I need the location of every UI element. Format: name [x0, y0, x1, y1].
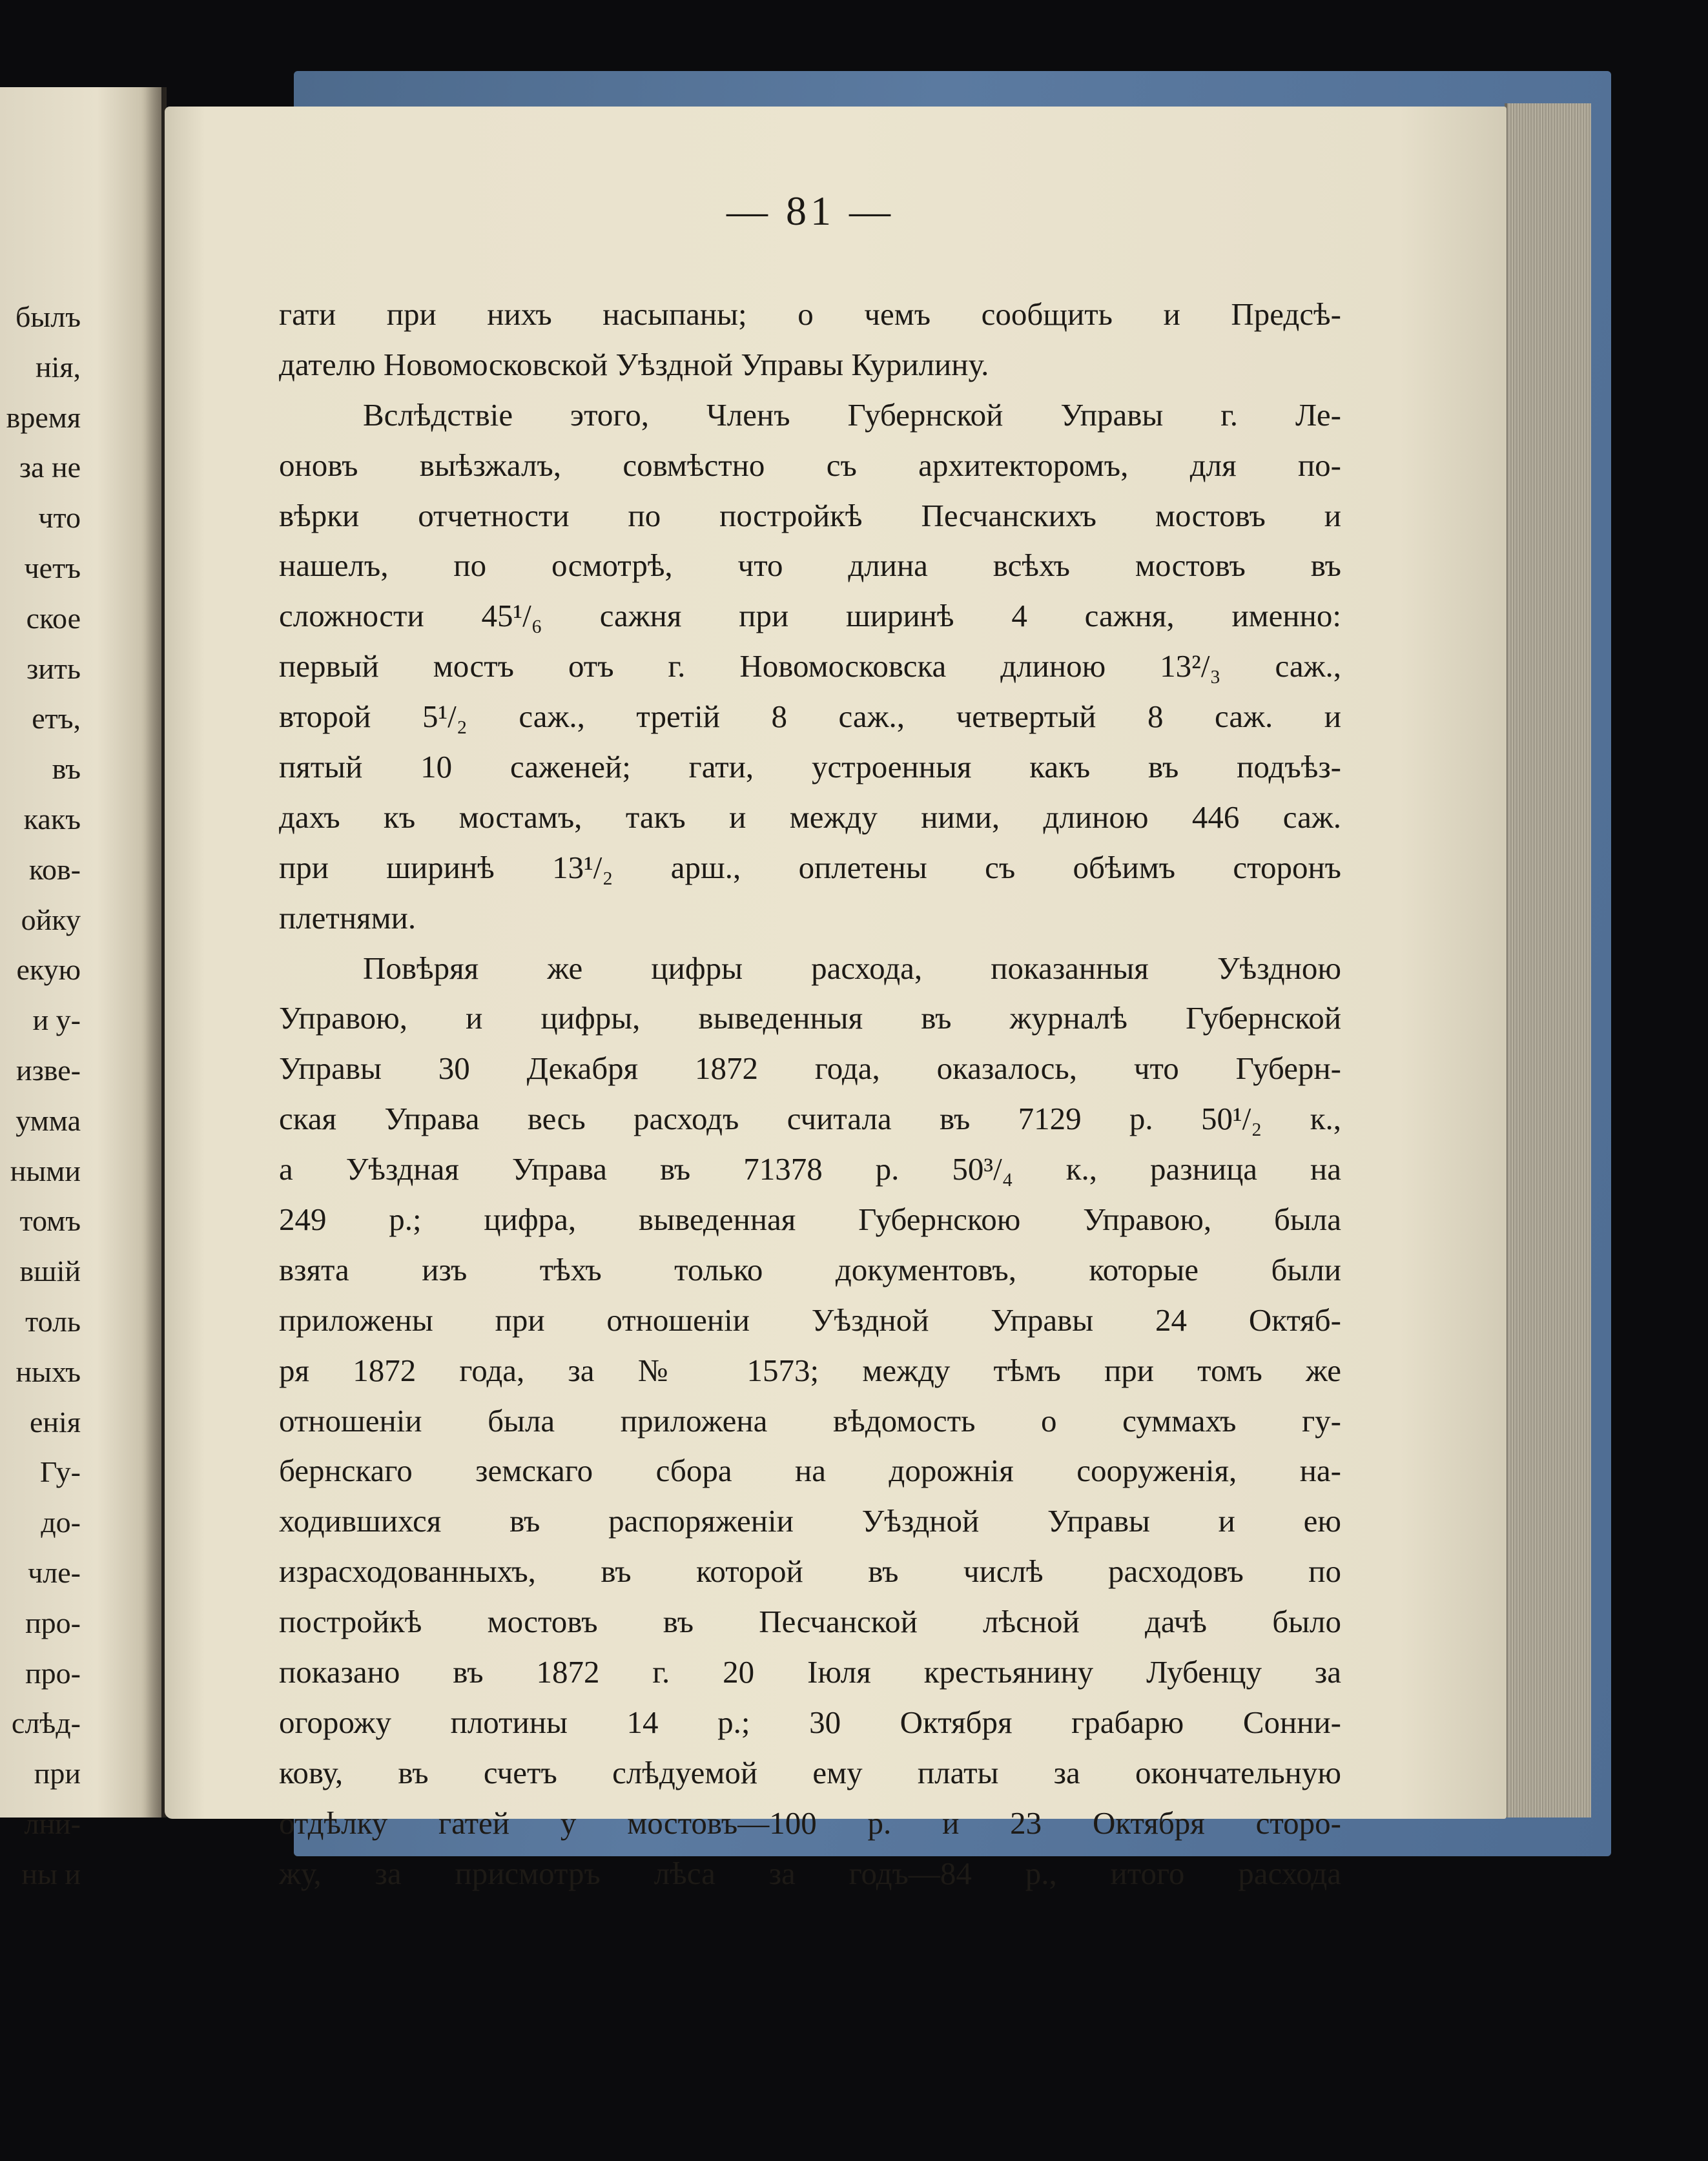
left-text-line: и у- — [32, 1003, 81, 1037]
left-text-line: ныхъ — [15, 1355, 81, 1388]
text-line: жу, за присмотръ лѣса за годъ—84 р., итого расхода — [279, 1855, 1341, 1891]
text-line: ходившихся въ распоряженіи Уѣздной Управы и ею — [279, 1503, 1341, 1539]
text-line: оновъ выѣзжалъ, совмѣстно съ архитекторомъ, для по- — [279, 447, 1341, 483]
text-line: бернскаго земскаго сбора на дорожнія сооруженія, на- — [279, 1453, 1341, 1489]
left-text-line: ков- — [28, 852, 81, 886]
text-line: отношеніи была приложена вѣдомость о суммахъ гу- — [279, 1402, 1341, 1439]
left-text-line: ойку — [21, 903, 81, 936]
text-line: приложены при отношеніи Уѣздной Управы 24 Октяб- — [279, 1302, 1341, 1338]
page-number: — 81 — — [726, 188, 894, 234]
text-line: огорожу плотины 14 р.; 30 Октября грабарю Сонни- — [279, 1704, 1341, 1740]
text-line: при ширинѣ 13¹/₂ арш., оплетены съ обѣимъ сторонъ — [279, 849, 1341, 885]
text-line: показано въ 1872 г. 20 Іюля крестьянину Лубенцу за — [279, 1654, 1341, 1690]
left-text-line: слѣд- — [11, 1706, 81, 1740]
left-text-line: етъ, — [32, 702, 81, 735]
body-text — [279, 289, 1341, 1899]
left-text-line: былъ — [15, 300, 81, 333]
left-text-line: зить — [26, 651, 81, 685]
left-text-line: вшій — [19, 1255, 81, 1288]
left-text-line: чле- — [28, 1555, 81, 1589]
text-line: вѣрки отчетности по постройкѣ Песчанскихъ мостовъ и — [279, 497, 1341, 533]
text-line: ская Управа весь расходъ считала въ 7129 р. 50¹/₂ к., — [279, 1101, 1341, 1137]
text-line: нашелъ, по осмотрѣ, что длина всѣхъ мостовъ въ — [279, 548, 1341, 584]
left-text-line: изве- — [16, 1053, 81, 1087]
left-text-line: до- — [41, 1506, 81, 1539]
left-text-line: енія — [30, 1405, 81, 1439]
text-line: постройкѣ мостовъ въ Песчанской лѣсной дачѣ было — [279, 1604, 1341, 1640]
left-text-line: томъ — [19, 1204, 81, 1238]
text-line: сложности 45¹/₆ сажня при ширинѣ 4 сажня, именно: — [279, 598, 1341, 634]
text-line: плетнями. — [279, 899, 417, 936]
text-line: пятый 10 саженей; гати, устроенныя какъ въ подъѣз- — [279, 749, 1341, 785]
left-text-line: ными — [10, 1154, 81, 1187]
text-line: кову, въ счетъ слѣдуемой ему платы за окончательную — [279, 1754, 1341, 1790]
left-text-line: четъ — [24, 551, 81, 584]
left-text-line: екую — [16, 953, 81, 987]
left-text-line: нія, — [35, 350, 81, 384]
text-line: Повѣряя же цифры расхода, показанныя Уѣздною — [363, 950, 1341, 986]
text-line: дахъ къ мостамъ, такъ и между ними, длиною 446 саж. — [279, 799, 1341, 835]
left-text-line: Гу- — [39, 1455, 81, 1489]
gutter-shadow — [141, 87, 167, 1818]
text-line: израсходованныхъ, въ которой въ числѣ расходовъ по — [279, 1553, 1341, 1590]
text-line: Вслѣдствіе этого, Членъ Губернской Управы г. Ле- — [363, 396, 1341, 433]
text-line: Управою, и цифры, выведенныя въ журналѣ Губернской — [279, 1000, 1341, 1036]
text-line: второй 5¹/₂ саж., третій 8 саж., четвертый 8 саж. и — [279, 699, 1341, 735]
left-text-line: ское — [26, 601, 81, 635]
left-text-line: въ — [52, 752, 81, 786]
left-text-line: умма — [15, 1103, 81, 1137]
left-text-line: что — [38, 501, 81, 535]
left-text-line: за не — [19, 451, 81, 484]
text-line: отдѣлку гатей у мостовъ—100 р. и 23 Октября сторо- — [279, 1805, 1341, 1841]
text-line: гати при нихъ насыпаны; о чемъ сообщить и Предсѣ- — [279, 296, 1341, 332]
text-line: а Уѣздная Управа въ 71378 р. 50³/₄ к., разница на — [279, 1151, 1341, 1187]
text-line: Управы 30 Декабря 1872 года, оказалось, что Губерн- — [279, 1050, 1341, 1087]
left-text-line: какъ — [23, 802, 81, 835]
left-text-line: толь — [25, 1304, 81, 1338]
page-edges — [1505, 103, 1591, 1818]
text-line: дателю Новомосковской Уѣздной Управы Курилину. — [279, 346, 989, 382]
left-text-line: время — [6, 400, 81, 434]
text-line: 249 р.; цифра, выведенная Губернскою Управою, была — [279, 1202, 1341, 1238]
left-text-line: при — [34, 1757, 81, 1790]
left-text-line: лни- — [24, 1807, 81, 1840]
left-text-line: про- — [25, 1606, 81, 1639]
left-text-line: про- — [25, 1656, 81, 1690]
left-text-line: ны и — [21, 1857, 81, 1890]
text-line: первый мостъ отъ г. Новомосковска длиною 13²/₃ саж., — [279, 648, 1341, 684]
left-page-text — [0, 292, 81, 1900]
text-line: взята изъ тѣхъ только документовъ, которые были — [279, 1251, 1341, 1287]
text-line: ря 1872 года, за № 1573; между тѣмъ при томъ же — [279, 1352, 1341, 1388]
